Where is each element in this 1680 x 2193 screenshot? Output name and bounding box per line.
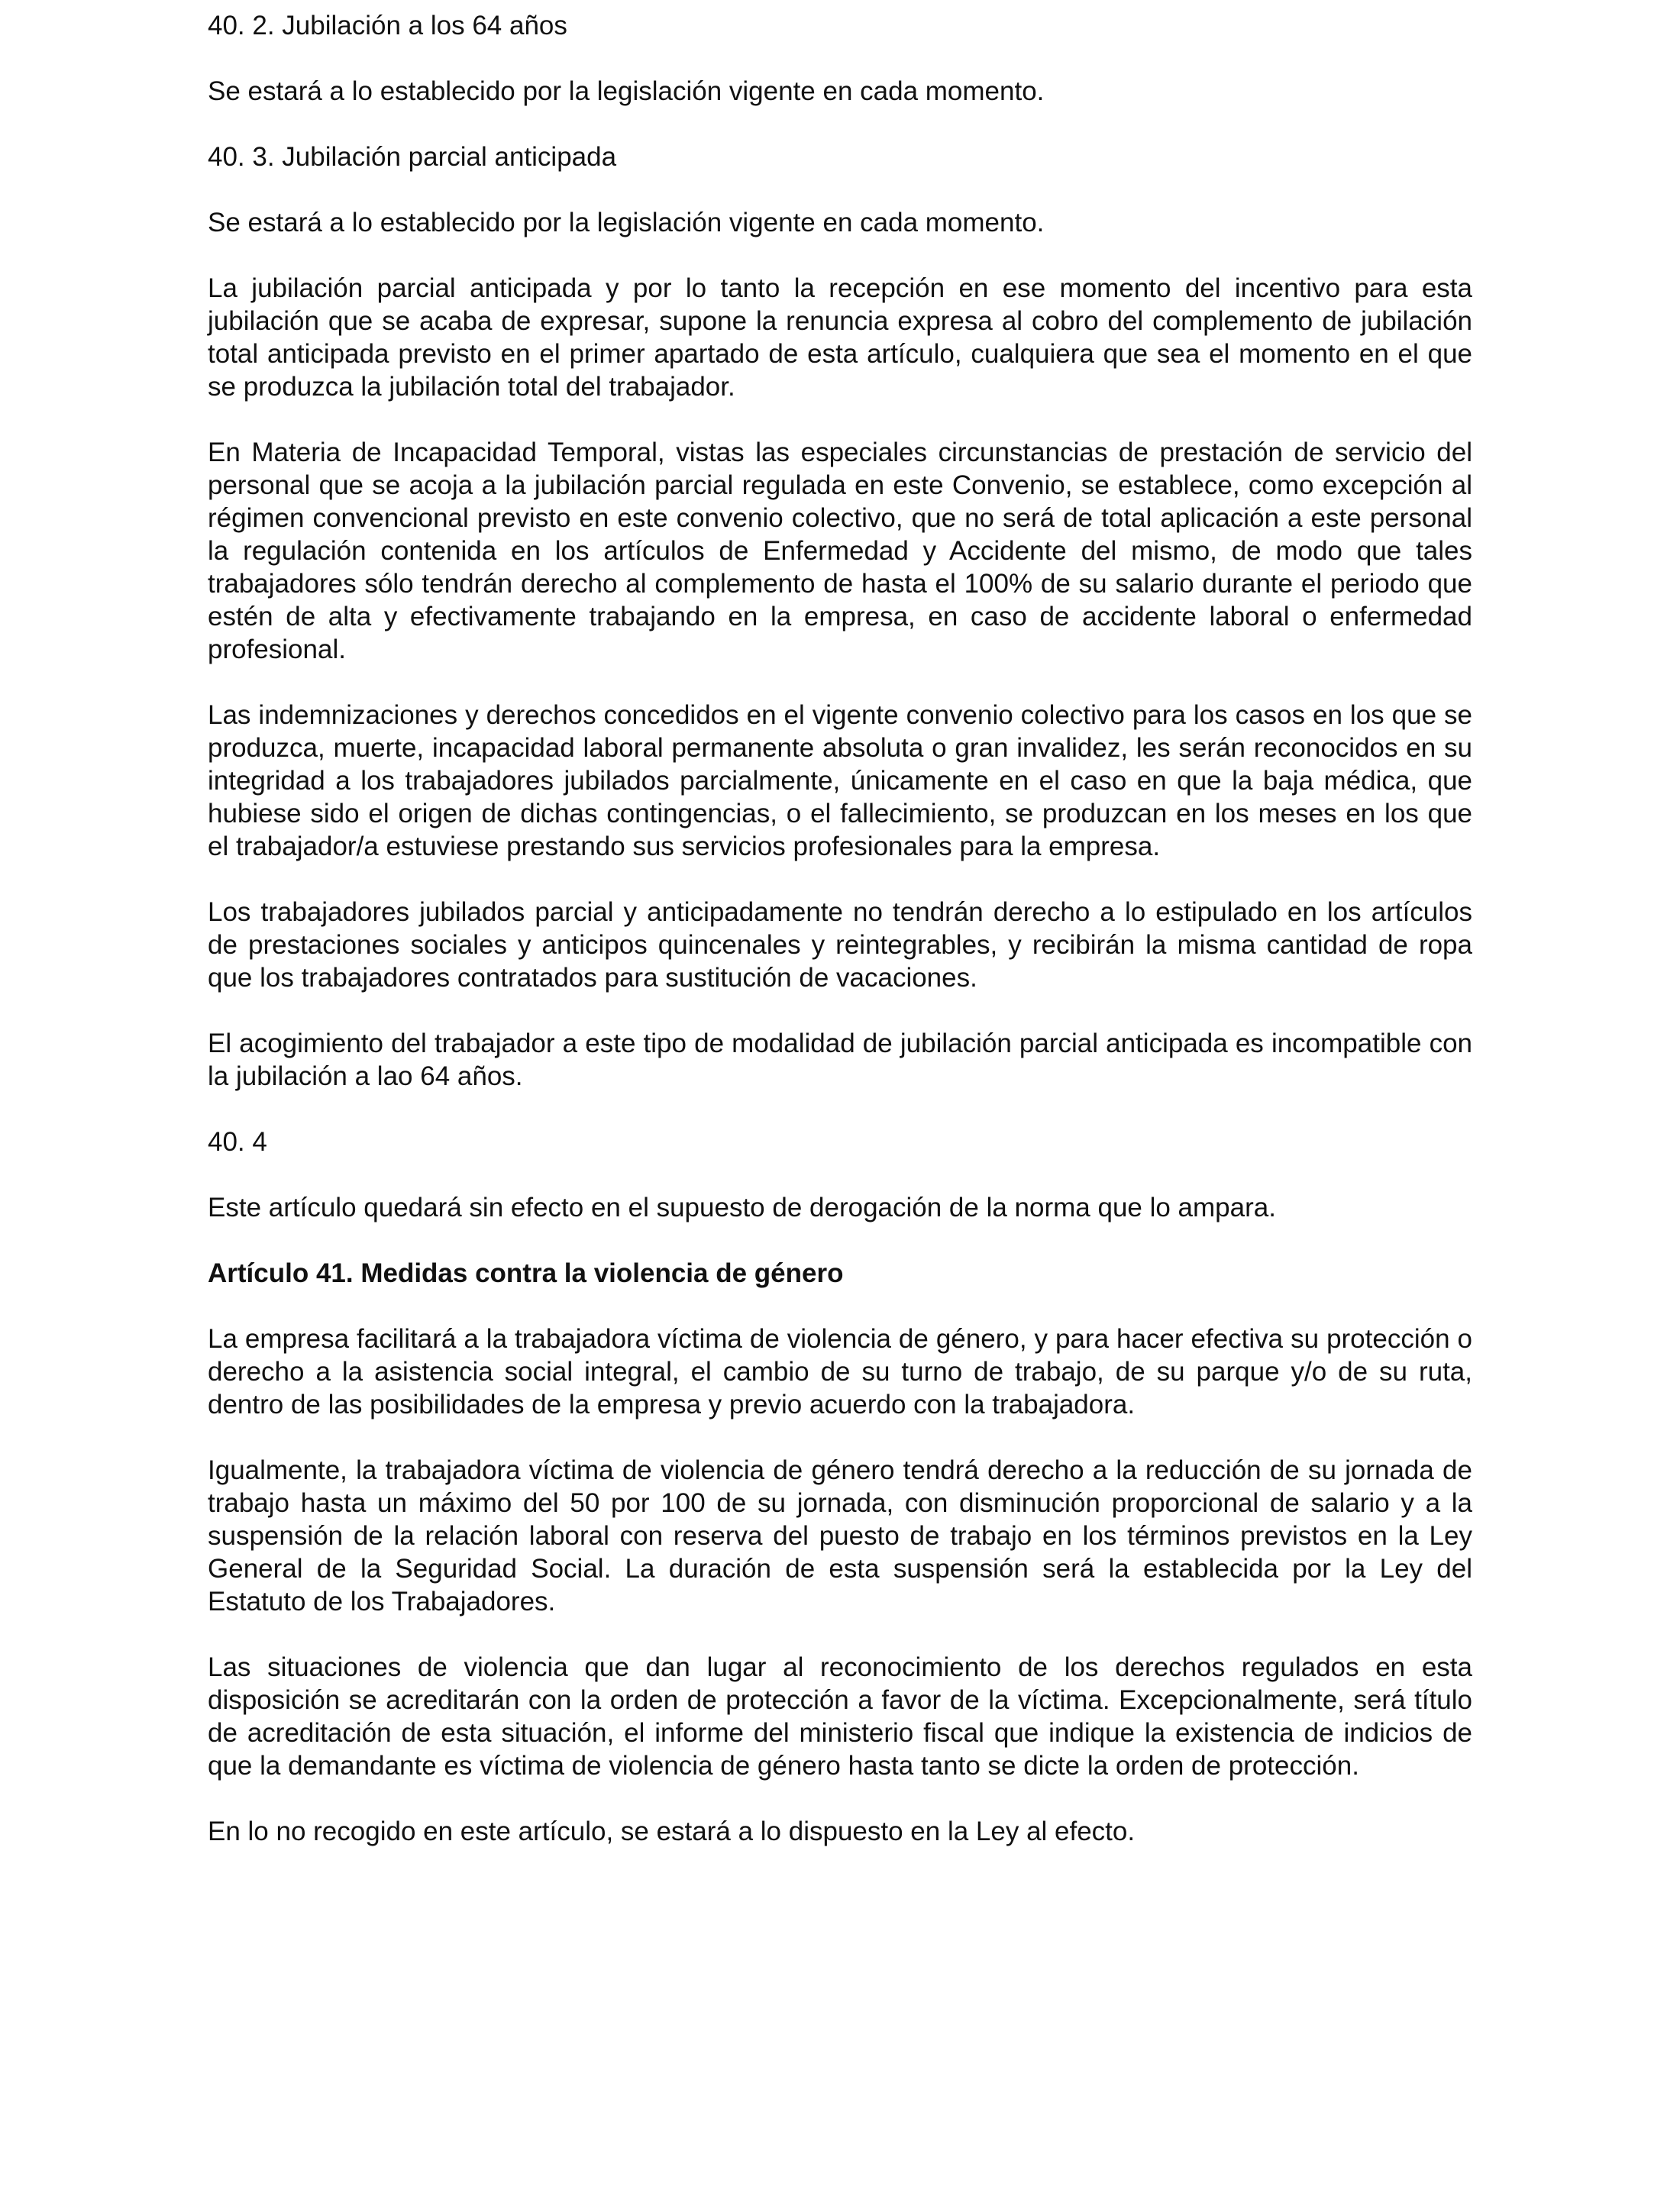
section-40-3-title: 40. 3. Jubilación parcial anticipada <box>208 142 617 172</box>
prestaciones-paragraph: Los trabajadores jubilados parcial y anticipadamente no tendrán derecho a lo estipulado en los artículos de prestaciones sociales y anticipos quincenales y reintegrables, y recibirán la misma cantidad de ropa que los trabajadores contratados para sustitución de vacaciones. <box>208 897 1472 993</box>
section-40-3-body: Se estará a lo establecido por la legislación vigente en cada momento. <box>208 208 1045 237</box>
reduccion-jornada-paragraph: Igualmente, la trabajadora víctima de violencia de género tendrá derecho a la reducción de su jornada de trabajo hasta un máximo del 50 por 100 de su jornada, con disminución proporcional de salario y a la suspensión de la relación laboral con reserva del puesto de trabajo en los términos previstos en la Ley General de la Seguridad Social. La duración de esta suspensión será la establecida por la Ley del Estatuto de los Trabajadores. <box>208 1455 1472 1616</box>
proteccion-paragraph: La empresa facilitará a la trabajadora víctima de violencia de género, y para hacer efectiva su protección o derecho a la asistencia social integral, el cambio de su turno de trabajo, de su parque y/o de su ruta, dentro de las posibilidades de la empresa y previo acuerdo con la trabajadora. <box>208 1324 1472 1419</box>
renuncia-paragraph: La jubilación parcial anticipada y por lo tanto la recepción en ese momento del incentivo para esta jubilación que se acaba de expresar, supone la renuncia expresa al cobro del complemento de jubilación total anticipada previsto en el primer apartado de esta artículo, cualquiera que sea el momento en el que se produzca la jubilación total del trabajador. <box>208 273 1472 402</box>
incapacidad-temporal-paragraph: En Materia de Incapacidad Temporal, vistas las especiales circunstancias de prestación de servicio del personal que se acoja a la jubilación parcial regulada en este Convenio, se establece, como excepción al régimen convencional previsto en este convenio colectivo, que no será de total aplicación a este personal la regulación contenida en los artículos de Enfermedad y Accidente del mismo, de modo que tales trabajadores sólo tendrán derecho al complemento de hasta el 100% de su salario durante el periodo que estén de alta y efectivamente trabajando en la empresa, en caso de accidente laboral o enfermedad profesional. <box>208 438 1472 664</box>
article-41-title: Artículo 41. Medidas contra la violencia de género <box>208 1258 844 1288</box>
section-40-4-body: Este artículo quedará sin efecto en el supuesto de derogación de la norma que lo ampara. <box>208 1193 1276 1222</box>
incompatibilidad-paragraph: El acogimiento del trabajador a este tipo de modalidad de jubilación parcial anticipada es incompatible con la jubilación a lao 64 años. <box>208 1029 1472 1091</box>
section-40-2-title: 40. 2. Jubilación a los 64 años <box>208 11 567 40</box>
remision-ley-paragraph: En lo no recogido en este artículo, se estará a lo dispuesto en la Ley al efecto. <box>208 1817 1136 1846</box>
document-page <box>208 9 1472 1881</box>
acreditacion-paragraph: Las situaciones de violencia que dan lugar al reconocimiento de los derechos regulados en esta disposición se acreditarán con la orden de protección a favor de la víctima. Excepcionalmente, será título de acreditación de esta situación, el informe del ministerio fiscal que indique la existencia de indicios de que la demandante es víctima de violencia de género hasta tanto se dicte la orden de protección. <box>208 1652 1472 1781</box>
section-40-4-title: 40. 4 <box>208 1127 267 1157</box>
section-40-2-body: Se estará a lo establecido por la legislación vigente en cada momento. <box>208 76 1045 106</box>
indemnizaciones-paragraph: Las indemnizaciones y derechos concedidos en el vigente convenio colectivo para los casos en los que se produzca, muerte, incapacidad laboral permanente absoluta o gran invalidez, les serán reconocidos en su integridad a los trabajadores jubilados parcialmente, únicamente en el caso en que la baja médica, que hubiese sido el origen de dichas contingencias, o el fallecimiento, se produzcan en los meses en los que el trabajador/a estuviese prestando sus servicios profesionales para la empresa. <box>208 700 1472 861</box>
